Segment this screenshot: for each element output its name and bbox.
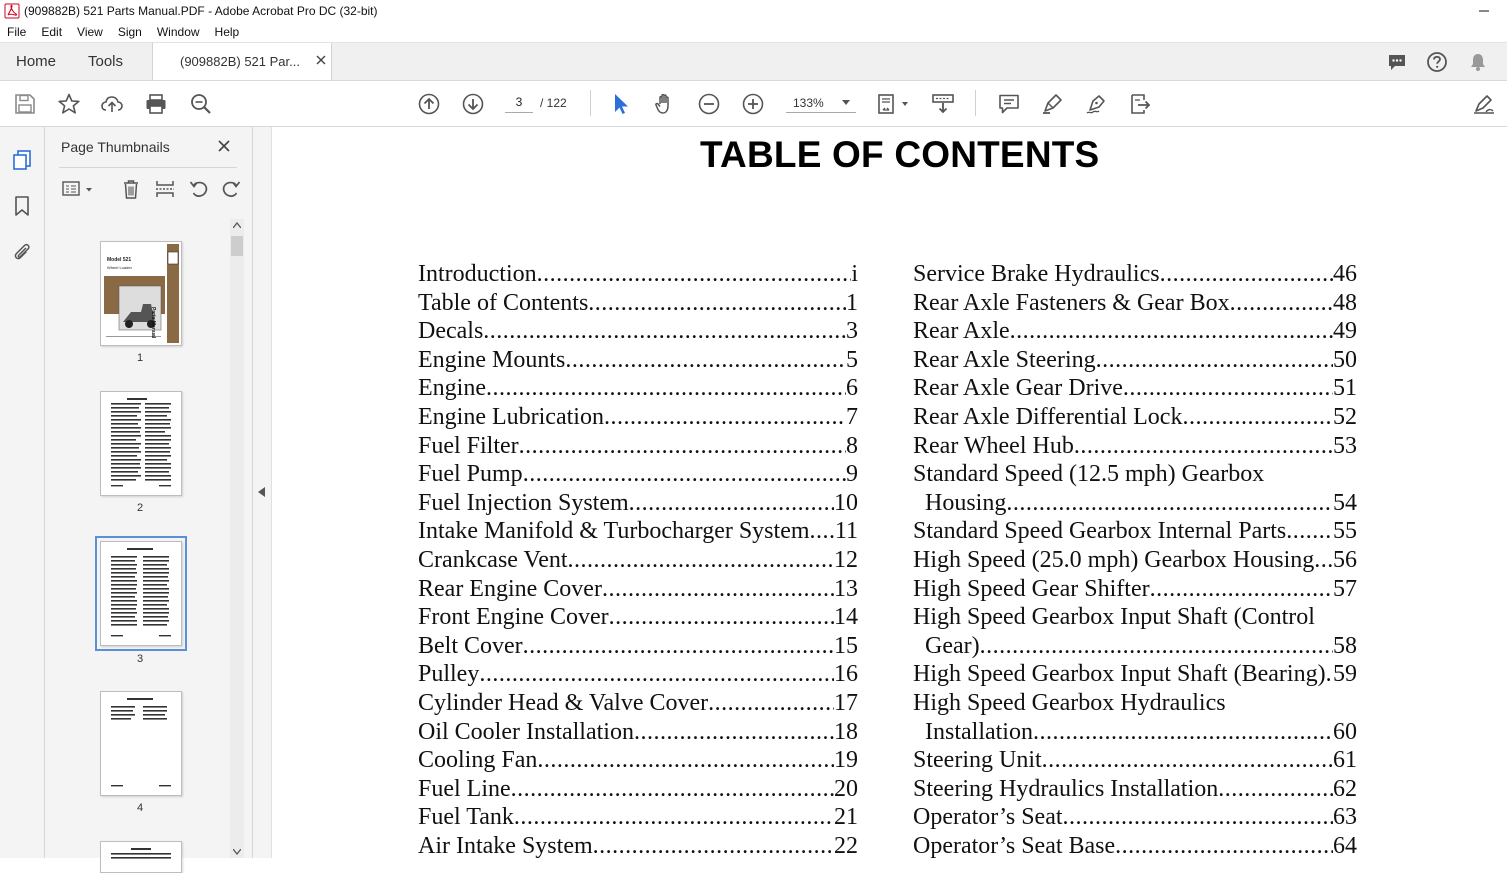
toc-entry[interactable] [913, 575, 1357, 604]
close-tab-icon[interactable] [315, 54, 327, 66]
toc-entry-title: Introduction [418, 261, 537, 287]
menu-file[interactable]: File [7, 25, 27, 39]
toc-entry[interactable] [913, 517, 1357, 546]
toc-entry-title: Fuel Pump [418, 461, 523, 488]
toc-entry-leader [588, 289, 846, 318]
toc-entry-page: 60 [1333, 718, 1357, 745]
toc-entry[interactable] [418, 489, 858, 518]
previous-page-icon[interactable] [417, 92, 441, 116]
toc-entry-page: 12 [834, 546, 858, 573]
toc-entry[interactable] [418, 317, 858, 346]
toc-entry-title: Installation [925, 718, 1033, 745]
cover-model-text: Model 521 [107, 257, 132, 263]
add-comment-icon[interactable] [997, 92, 1021, 116]
toc-entry-title: Rear Axle [913, 318, 1010, 345]
toc-entry[interactable] [913, 803, 1357, 832]
thumbnail-label-3: 3 [136, 653, 144, 665]
delete-pages-icon[interactable] [120, 179, 142, 199]
toc-entry-leader [1286, 517, 1333, 546]
page-thumbnail-1[interactable] [100, 241, 182, 346]
text-page-preview [101, 392, 181, 495]
toc-left-column [418, 260, 858, 858]
toc-entry-title: Housing [925, 489, 1007, 516]
toc-entry-leader [708, 689, 834, 718]
tab-tools[interactable]: Tools [88, 53, 124, 70]
toc-entry[interactable] [913, 432, 1357, 461]
toc-entry[interactable] [913, 346, 1357, 375]
thumbnail-label-1: 1 [136, 352, 144, 364]
menu-sign[interactable]: Sign [117, 25, 142, 39]
toc-entry[interactable] [913, 260, 1357, 289]
toc-entry-leader [1006, 489, 1333, 518]
page-thumbnail-5[interactable] [100, 841, 182, 873]
toc-entry-title: Decals [418, 318, 484, 345]
share-edit-icon[interactable] [1472, 92, 1496, 116]
toc-entry-title: Cylinder Head & Valve Cover [418, 689, 709, 716]
toc-entry-page: 46 [1333, 261, 1357, 287]
toc-entry-leader [1150, 575, 1333, 604]
toc-entry-title: Rear Axle Fasteners & Gear Box [913, 289, 1230, 316]
toc-entry-leader [1063, 803, 1333, 832]
document-view[interactable] [272, 127, 1507, 858]
toc-entry-leader [523, 460, 846, 489]
menu-edit[interactable]: Edit [41, 25, 63, 39]
toc-entry-title: Operator’s Seat [913, 804, 1063, 831]
toc-entry-leader [1010, 317, 1333, 346]
toc-entry-title: Belt Cover [418, 632, 523, 659]
left-navigation-rail [0, 127, 45, 858]
toc-entry-page: 64 [1333, 832, 1357, 858]
toc-entry-title: High Speed Gearbox Hydraulics [913, 689, 1226, 716]
toc-entry[interactable] [418, 374, 858, 403]
toc-entry-page: 20 [834, 775, 858, 802]
toc-entry[interactable] [418, 632, 858, 661]
toc-entry-page: 59 [1333, 661, 1357, 688]
toc-entry-title: Rear Wheel Hub [913, 432, 1074, 459]
zoom-out-icon[interactable] [697, 92, 721, 116]
toc-entry-title: Fuel Line [418, 775, 511, 802]
menu-view[interactable]: View [77, 25, 103, 39]
toc-entry-title: Engine Mounts [418, 346, 566, 373]
toc-entry-page: 53 [1333, 432, 1357, 459]
toc-entry-leader [634, 718, 834, 747]
select-cursor-icon[interactable] [609, 92, 633, 116]
toc-entry-title: High Speed Gearbox Input Shaft (Bearing) [913, 661, 1326, 688]
thumbnail-label-4: 4 [136, 802, 144, 814]
toc-entry-page: 16 [834, 661, 858, 688]
toc-page-preview [101, 542, 181, 645]
find-zoom-icon[interactable] [189, 92, 213, 116]
thumbnail-options-menu-icon[interactable] [61, 179, 95, 199]
scroll-up-arrow-icon[interactable] [233, 222, 241, 228]
toc-entry[interactable] [913, 317, 1357, 346]
acrobat-app-icon [4, 3, 20, 19]
toc-entry-leader [1326, 660, 1333, 689]
toc-entry-page: 55 [1333, 518, 1357, 545]
toc-entry[interactable] [418, 775, 858, 804]
toc-entry-page: 57 [1333, 575, 1357, 602]
toc-entry-page: 49 [1333, 318, 1357, 345]
toc-entry[interactable] [913, 489, 1357, 518]
toc-entry-leader [980, 632, 1333, 661]
toc-entry-page: 21 [834, 804, 858, 831]
toc-entry-title: Rear Axle Steering [913, 346, 1096, 373]
toc-entry[interactable] [418, 460, 858, 489]
page-thumbnail-3[interactable] [100, 541, 182, 646]
toc-entry-title: Rear Engine Cover [418, 575, 602, 602]
toc-heading: TABLE OF CONTENTS [700, 134, 1100, 175]
toc-entry-page: 3 [846, 318, 858, 345]
toc-entry[interactable] [418, 260, 858, 289]
toc-entry[interactable] [418, 289, 858, 318]
toc-entry-leader [810, 517, 835, 546]
toc-entry[interactable] [418, 689, 858, 718]
toc-entry-page: 61 [1333, 747, 1357, 774]
toc-entry[interactable] [913, 689, 1357, 718]
zoom-level-select[interactable] [786, 92, 856, 113]
panel-collapse-handle[interactable] [253, 127, 272, 858]
toc-entry-leader [1115, 832, 1333, 858]
tab-document[interactable] [152, 43, 332, 80]
menu-bar [0, 22, 1507, 43]
title-bar [0, 0, 1507, 22]
fit-page-icon[interactable] [876, 92, 912, 116]
toc-entry-page: 58 [1333, 632, 1357, 659]
toc-entry[interactable] [913, 460, 1357, 489]
toc-entry[interactable] [418, 603, 858, 632]
toc-entry-page: 22 [834, 832, 858, 858]
chevron-down-icon [842, 100, 850, 105]
toolbar-separator [590, 90, 591, 116]
toc-entry-title: Rear Axle Gear Drive [913, 375, 1123, 402]
toc-entry-title: Cooling Fan [418, 747, 538, 774]
toc-entry[interactable] [418, 803, 858, 832]
highlight-pen-icon[interactable] [1040, 92, 1064, 116]
toc-entry-leader [1074, 432, 1333, 461]
toc-entry-title: Steering Hydraulics Installation [913, 775, 1219, 802]
page-thumbnails-icon[interactable] [11, 149, 33, 171]
toc-right-column [913, 260, 1357, 858]
page-thumbnail-4[interactable] [100, 691, 182, 796]
toc-entry[interactable] [418, 660, 858, 689]
toc-entry-leader [1182, 403, 1333, 432]
thumbnails-panel-title: Page Thumbnails [61, 139, 170, 155]
toc-entry[interactable] [418, 746, 858, 775]
toc-entry[interactable] [913, 718, 1357, 747]
cover-side-text: Parts Manual [150, 307, 156, 339]
toc-entry-page: 8 [846, 432, 858, 459]
toc-entry-page: 15 [834, 632, 858, 659]
toc-entry-page: 54 [1333, 489, 1357, 516]
toc-entry[interactable] [913, 660, 1357, 689]
toc-entry-leader [537, 260, 852, 289]
page-preview [101, 842, 181, 862]
bookmarks-icon[interactable] [11, 195, 33, 217]
toc-entry-title: Standard Speed Gearbox Internal Parts [913, 518, 1287, 545]
toc-entry[interactable] [418, 432, 858, 461]
toc-entry-leader [604, 403, 846, 432]
notifications-bell-icon[interactable] [1467, 51, 1489, 73]
toc-entry[interactable] [913, 374, 1357, 403]
tab-bar [0, 43, 1507, 81]
toc-entry-leader [602, 575, 834, 604]
toc-entry[interactable] [913, 289, 1357, 318]
toc-entry-leader [483, 317, 846, 346]
toc-entry-page: 52 [1333, 403, 1357, 430]
toc-entry[interactable] [913, 403, 1357, 432]
scrollbar-thumb[interactable] [231, 236, 243, 256]
toc-entry-title: Fuel Filter [418, 432, 519, 459]
toc-entry-leader [1218, 775, 1333, 804]
toc-entry-title: High Speed Gear Shifter [913, 575, 1150, 602]
toc-entry[interactable] [913, 746, 1357, 775]
toc-entry-title: Pulley [418, 661, 480, 688]
toc-entry-title: Front Engine Cover [418, 604, 609, 631]
toc-entry[interactable] [913, 775, 1357, 804]
bookmark-star-icon[interactable] [57, 92, 81, 116]
toolbar-separator [975, 90, 976, 116]
toc-entry-leader [1042, 746, 1333, 775]
toc-entry-leader [479, 660, 834, 689]
upload-cloud-icon[interactable] [100, 92, 124, 116]
save-icon[interactable] [13, 92, 37, 116]
toc-entry-leader [1314, 546, 1333, 575]
toc-entry-title: Engine [418, 375, 486, 402]
close-panel-icon[interactable] [217, 139, 231, 153]
toc-entry[interactable] [418, 832, 858, 858]
toc-entry-page: 13 [834, 575, 858, 602]
toc-entry-title: Table of Contents [418, 289, 589, 316]
toc-entry-leader [514, 803, 834, 832]
rotate-clockwise-icon[interactable] [220, 179, 242, 199]
toc-entry-page: 56 [1333, 546, 1357, 573]
toc-entry[interactable] [418, 718, 858, 747]
toc-entry-leader [609, 603, 834, 632]
toc-entry-title: High Speed Gearbox Input Shaft (Control [913, 604, 1315, 631]
toc-entry-page: 63 [1333, 804, 1357, 831]
toc-entry-title: Fuel Injection System [418, 489, 629, 516]
minimize-button[interactable] [1461, 0, 1507, 22]
thumbnails-scrollbar[interactable] [230, 219, 244, 858]
toc-entry-leader [523, 632, 834, 661]
toc-entry-leader [519, 432, 846, 461]
toc-entry[interactable] [913, 546, 1357, 575]
toc-entry-page: 10 [834, 489, 858, 516]
toc-entry-title: Oil Cooler Installation [418, 718, 634, 745]
toc-entry-title: Gear) [925, 632, 980, 659]
toc-entry[interactable] [913, 832, 1357, 858]
toc-entry-leader [568, 546, 834, 575]
zoom-in-icon[interactable] [741, 92, 765, 116]
toc-entry-page: 50 [1333, 346, 1357, 373]
tab-home[interactable]: Home [16, 53, 57, 70]
hand-tool-icon[interactable] [653, 92, 677, 116]
toc-entry-title: Operator’s Seat Base [913, 832, 1116, 858]
toc-entry-page: 48 [1333, 289, 1357, 316]
toc-entry-page: 6 [846, 375, 858, 402]
window-title: (909882B) 521 Parts Manual.PDF - Adobe Acrobat Pro DC (32-bit) [24, 4, 378, 18]
insert-pages-icon[interactable] [154, 179, 176, 199]
comment-bubble-icon[interactable] [1386, 51, 1408, 73]
toc-entry-title: Air Intake System [418, 832, 593, 858]
rotate-counterclockwise-icon[interactable] [188, 179, 210, 199]
help-icon[interactable] [1426, 51, 1448, 73]
sign-pen-icon[interactable] [1084, 92, 1108, 116]
minimize-icon [1478, 5, 1490, 17]
toc-entry[interactable] [913, 603, 1357, 632]
menu-window[interactable]: Window [156, 25, 200, 39]
toc-entry-leader [537, 746, 834, 775]
toc-entry[interactable] [913, 632, 1357, 661]
toc-entry-leader [486, 374, 846, 403]
toc-entry-title: Rear Axle Differential Lock [913, 403, 1183, 430]
thumbnail-label-2: 2 [136, 502, 144, 514]
toc-entry-page: 14 [834, 604, 858, 631]
toc-entry-page: 7 [846, 403, 858, 430]
toc-entry-page: 9 [846, 461, 858, 488]
tab-document-label: (909882B) 521 Par... [180, 54, 300, 69]
send-for-signature-icon[interactable] [1128, 92, 1152, 116]
toc-entry-title: Fuel Tank [418, 804, 514, 831]
toc-continued-page-preview [101, 692, 181, 795]
next-page-icon[interactable] [461, 92, 485, 116]
toc-entry-leader [629, 489, 834, 518]
toc-entry-page: 62 [1333, 775, 1357, 802]
toc-entry-page: 5 [846, 346, 858, 373]
menu-help[interactable]: Help [214, 25, 240, 39]
toc-entry-leader [565, 346, 846, 375]
toc-entry-leader [1160, 260, 1333, 289]
toc-entry[interactable] [418, 575, 858, 604]
print-icon[interactable] [144, 92, 168, 116]
page-thumbnails-panel [45, 127, 253, 858]
toc-entry[interactable] [418, 403, 858, 432]
page-thumbnail-2[interactable] [100, 391, 182, 496]
collapse-left-icon [258, 487, 265, 497]
zoom-level-value: 133% [793, 96, 824, 110]
toc-entry-page: 11 [834, 518, 858, 545]
toc-entry[interactable] [418, 517, 858, 546]
toc-entry-title: Standard Speed (12.5 mph) Gearbox [913, 461, 1265, 488]
toc-entry-leader [593, 832, 834, 858]
toc-entry-title: Engine Lubrication [418, 403, 604, 430]
toc-entry-leader [1123, 374, 1333, 403]
panel-divider [59, 167, 237, 168]
cover-subtitle-text: Wheel Loader [107, 265, 132, 270]
page-number-input[interactable] [505, 92, 533, 113]
toc-entry-title: High Speed (25.0 mph) Gearbox Housing [913, 546, 1315, 573]
toc-entry-leader [511, 775, 834, 804]
page-total: / 122 [540, 96, 567, 110]
toc-entry-page: 18 [834, 718, 858, 745]
toc-entry-page: 19 [834, 747, 858, 774]
toc-entry-leader [1096, 346, 1333, 375]
scroll-down-arrow-icon[interactable] [233, 849, 241, 855]
toc-entry-leader [1033, 718, 1333, 747]
toc-entry-title: Intake Manifold & Turbocharger System [418, 518, 810, 545]
toc-entry-page: 1 [846, 289, 858, 316]
toc-entry[interactable] [418, 346, 858, 375]
toc-entry-page: 17 [834, 689, 858, 716]
toc-entry-page: 51 [1333, 375, 1357, 402]
toc-entry-title: Service Brake Hydraulics [913, 261, 1160, 287]
toc-entry-title: Crankcase Vent [418, 546, 568, 573]
scrolling-mode-icon[interactable] [931, 92, 955, 116]
toc-entry-leader [1230, 289, 1333, 318]
toc-entry-page: i [851, 261, 858, 287]
toc-entry-title: Steering Unit [913, 747, 1042, 774]
attachments-paperclip-icon[interactable] [11, 241, 33, 263]
toc-entry[interactable] [418, 546, 858, 575]
